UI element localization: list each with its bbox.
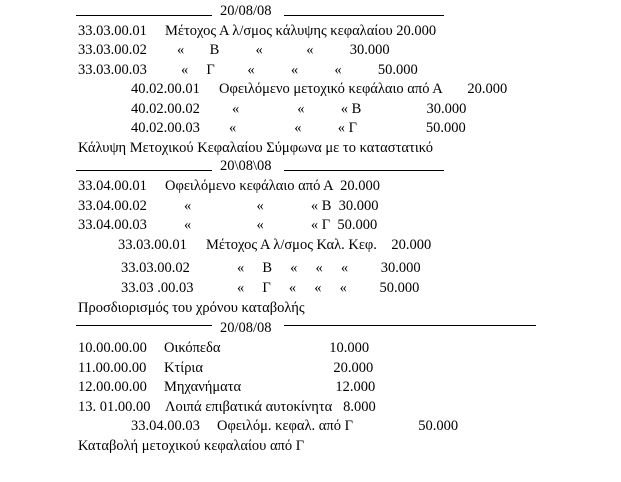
entry-narration: Καταβολή μετοχικού κεφαλαίου από Γ [78, 438, 305, 454]
debit-code: 33.03.00.01 [78, 23, 147, 39]
credit-text: « « « Γ 50.000 [229, 120, 466, 136]
debit-code: 33.04.00.03 [78, 217, 147, 233]
debit-code: 10.00.00.00 [78, 340, 147, 356]
debit-text: « Γ « « « 50.000 [181, 62, 418, 78]
debit-text: Οφειλόμενο κεφάλαιο από Α 20.000 [165, 178, 380, 194]
entry-date: 20\08\08 [220, 158, 272, 174]
credit-text: Μέτοχος Α λ/σμος Καλ. Κεφ. 20.000 [206, 237, 432, 253]
debit-code: 12.00.00.00 [78, 379, 147, 395]
date-separator-left [76, 15, 212, 16]
credit-text: « Γ « « « 50.000 [237, 280, 420, 296]
credit-code: 33.03.00.01 [118, 237, 187, 253]
debit-text: Μηχανήματα 12.000 [164, 379, 376, 395]
credit-text: Οφειλόμενο μετοχικό κεφάλαιο από Α 20.000 [219, 81, 508, 97]
debit-code: 11.00.00.00 [78, 360, 147, 376]
debit-code: 33.04.00.02 [78, 198, 147, 214]
credit-text: Οφειλόμ. κεφαλ. από Γ 50.000 [217, 418, 459, 434]
date-separator-right [284, 15, 444, 16]
debit-text: Λοιπά επιβατικά αυτοκίνητα 8.000 [165, 399, 376, 415]
debit-text: Οικόπεδα 10.000 [164, 340, 370, 356]
debit-code: 13. 01.00.00 [78, 399, 151, 415]
debit-text: Κτίρια 20.000 [164, 360, 374, 376]
date-separator-right [284, 325, 536, 326]
debit-code: 33.03.00.02 [78, 42, 147, 58]
debit-code: 33.04.00.01 [78, 178, 147, 194]
entry-narration: Κάλυψη Μετοχικού Κεφαλαίου Σύμφωνα με το καταστατικό [78, 140, 433, 156]
debit-code: 33.03.00.03 [78, 62, 147, 78]
entry-narration: Προσδιορισμός του χρόνου καταβολής [78, 300, 305, 316]
entry-date: 20/08/08 [220, 3, 272, 19]
date-separator-left [76, 325, 212, 326]
entry-date: 20/08/08 [220, 320, 272, 336]
credit-code: 40.02.00.02 [131, 101, 200, 117]
credit-code: 33.04.00.03 [131, 418, 200, 434]
credit-code: 33.03 .00.03 [121, 280, 194, 296]
credit-code: 40.02.00.01 [131, 81, 200, 97]
date-separator-right [284, 170, 444, 171]
debit-text: Μέτοχος Α λ/σμος κάλυψης κεφαλαίου 20.000 [165, 23, 437, 39]
credit-code: 40.02.00.03 [131, 120, 200, 136]
debit-text: « Β « « 30.000 [177, 42, 390, 58]
date-separator-left [76, 170, 212, 171]
credit-code: 33.03.00.02 [121, 260, 190, 276]
debit-text: « « « Γ 50.000 [184, 217, 378, 233]
debit-text: « « « Β 30.000 [184, 198, 379, 214]
credit-text: « « « Β 30.000 [232, 101, 467, 117]
credit-text: « Β « « « 30.000 [237, 260, 421, 276]
